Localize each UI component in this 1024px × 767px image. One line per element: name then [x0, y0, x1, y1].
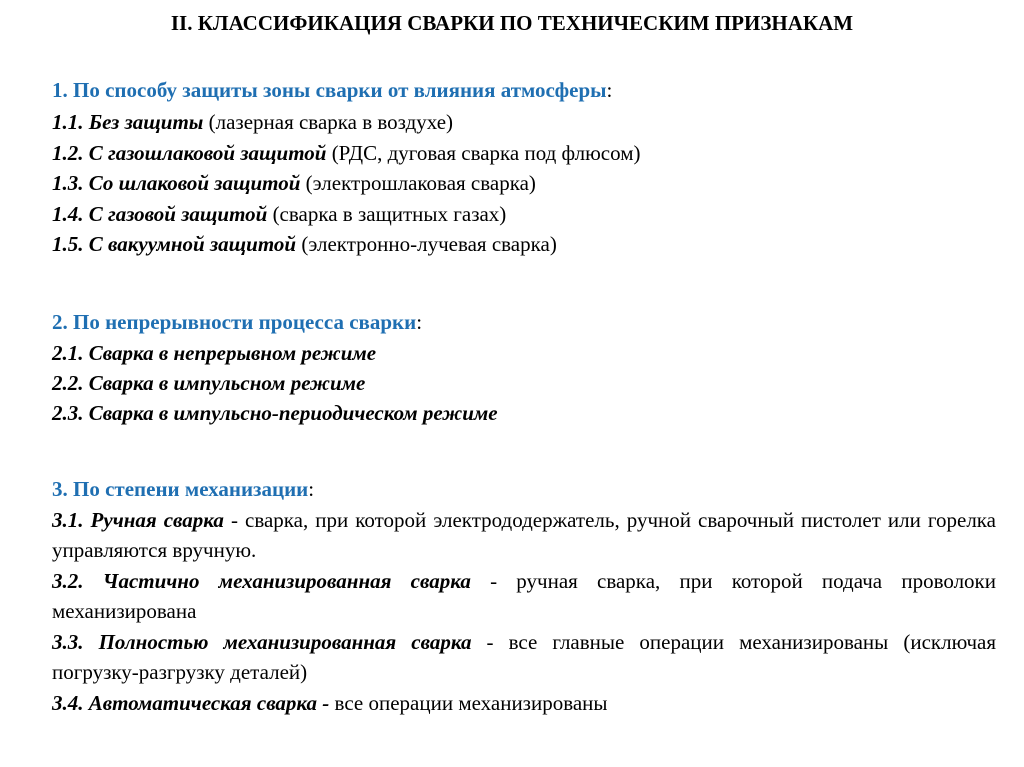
item-description: все операции механизированы — [329, 691, 608, 715]
item-description: - сварка, при которой электрододержатель, ручной сварочный пистолет или горелка управляются вручную. — [52, 508, 997, 562]
list-item — [52, 566, 996, 626]
item-number: 1.2. — [52, 141, 84, 165]
item-number: 1.1. — [52, 110, 84, 134]
item-number: 2.1. — [52, 341, 84, 365]
list-item — [52, 231, 557, 257]
item-number: 1.5. — [52, 232, 84, 256]
item-number: 1.3. — [52, 171, 84, 195]
item-description: (электронно-лучевая сварка) — [296, 232, 557, 256]
section-2-heading-colon: : — [416, 310, 423, 334]
item-term: С газовой защитой — [83, 202, 268, 226]
page-title: II. КЛАССИФИКАЦИЯ СВАРКИ ПО ТЕХНИЧЕСКИМ ПРИЗНАКАМ — [170, 11, 854, 35]
item-number: 2.2. — [52, 371, 84, 395]
list-item — [52, 109, 453, 135]
section-3-heading-colon: : — [308, 477, 315, 501]
item-number: 1.4. — [52, 202, 84, 226]
item-term: С газошлаковой защитой — [83, 141, 327, 165]
section-3-heading-text: 3. По степени механизации — [52, 477, 309, 501]
item-description: (РДС, дуговая сварка под флюсом) — [326, 141, 641, 165]
item-term: Сварка в импульсном режиме — [83, 371, 366, 395]
item-description: (сварка в защитных газах) — [267, 202, 507, 226]
item-term: Частично механизированная сварка — [83, 569, 471, 593]
list-item — [52, 627, 996, 687]
list-item — [52, 170, 536, 196]
item-number: 3.2. — [52, 569, 84, 593]
section-2-heading — [52, 309, 422, 335]
list-item — [52, 370, 365, 396]
list-item — [52, 140, 641, 166]
item-number: 3.4. — [52, 691, 84, 715]
list-item — [52, 688, 996, 718]
item-term: Автоматическая сварка - — [83, 691, 330, 715]
item-term: Со шлаковой защитой — [83, 171, 301, 195]
list-item — [52, 505, 996, 565]
item-term: Сварка в импульсно-периодическом режиме — [83, 401, 498, 425]
list-item — [52, 400, 498, 426]
item-description: - все главные операции механизированы (исключая погрузку-разгрузку деталей) — [52, 630, 997, 684]
item-number: 3.1. — [52, 508, 84, 532]
item-description: (электрошлаковая сварка) — [300, 171, 536, 195]
item-number: 3.3. — [52, 630, 84, 654]
section-3-heading — [52, 476, 314, 502]
section-2-heading-text: 2. По непрерывности процесса сварки — [52, 310, 417, 334]
item-number: 2.3. — [52, 401, 84, 425]
item-term: Ручная сварка — [83, 508, 224, 532]
item-term: С вакуумной защитой — [83, 232, 297, 256]
item-description: - ручная сварка, при которой подача проволоки механизирована — [52, 569, 996, 623]
section-1-heading — [52, 77, 612, 103]
item-term: Полностью механизированная сварка — [83, 630, 472, 654]
list-item — [52, 340, 376, 366]
item-term: Без защиты — [83, 110, 204, 134]
section-1-heading-text: 1. По способу защиты зоны сварки от влияния атмосферы — [52, 78, 607, 102]
item-description: (лазерная сварка в воздухе) — [203, 110, 454, 134]
list-item — [52, 201, 506, 227]
item-term: Сварка в непрерывном режиме — [83, 341, 377, 365]
section-1-heading-colon: : — [606, 78, 613, 102]
